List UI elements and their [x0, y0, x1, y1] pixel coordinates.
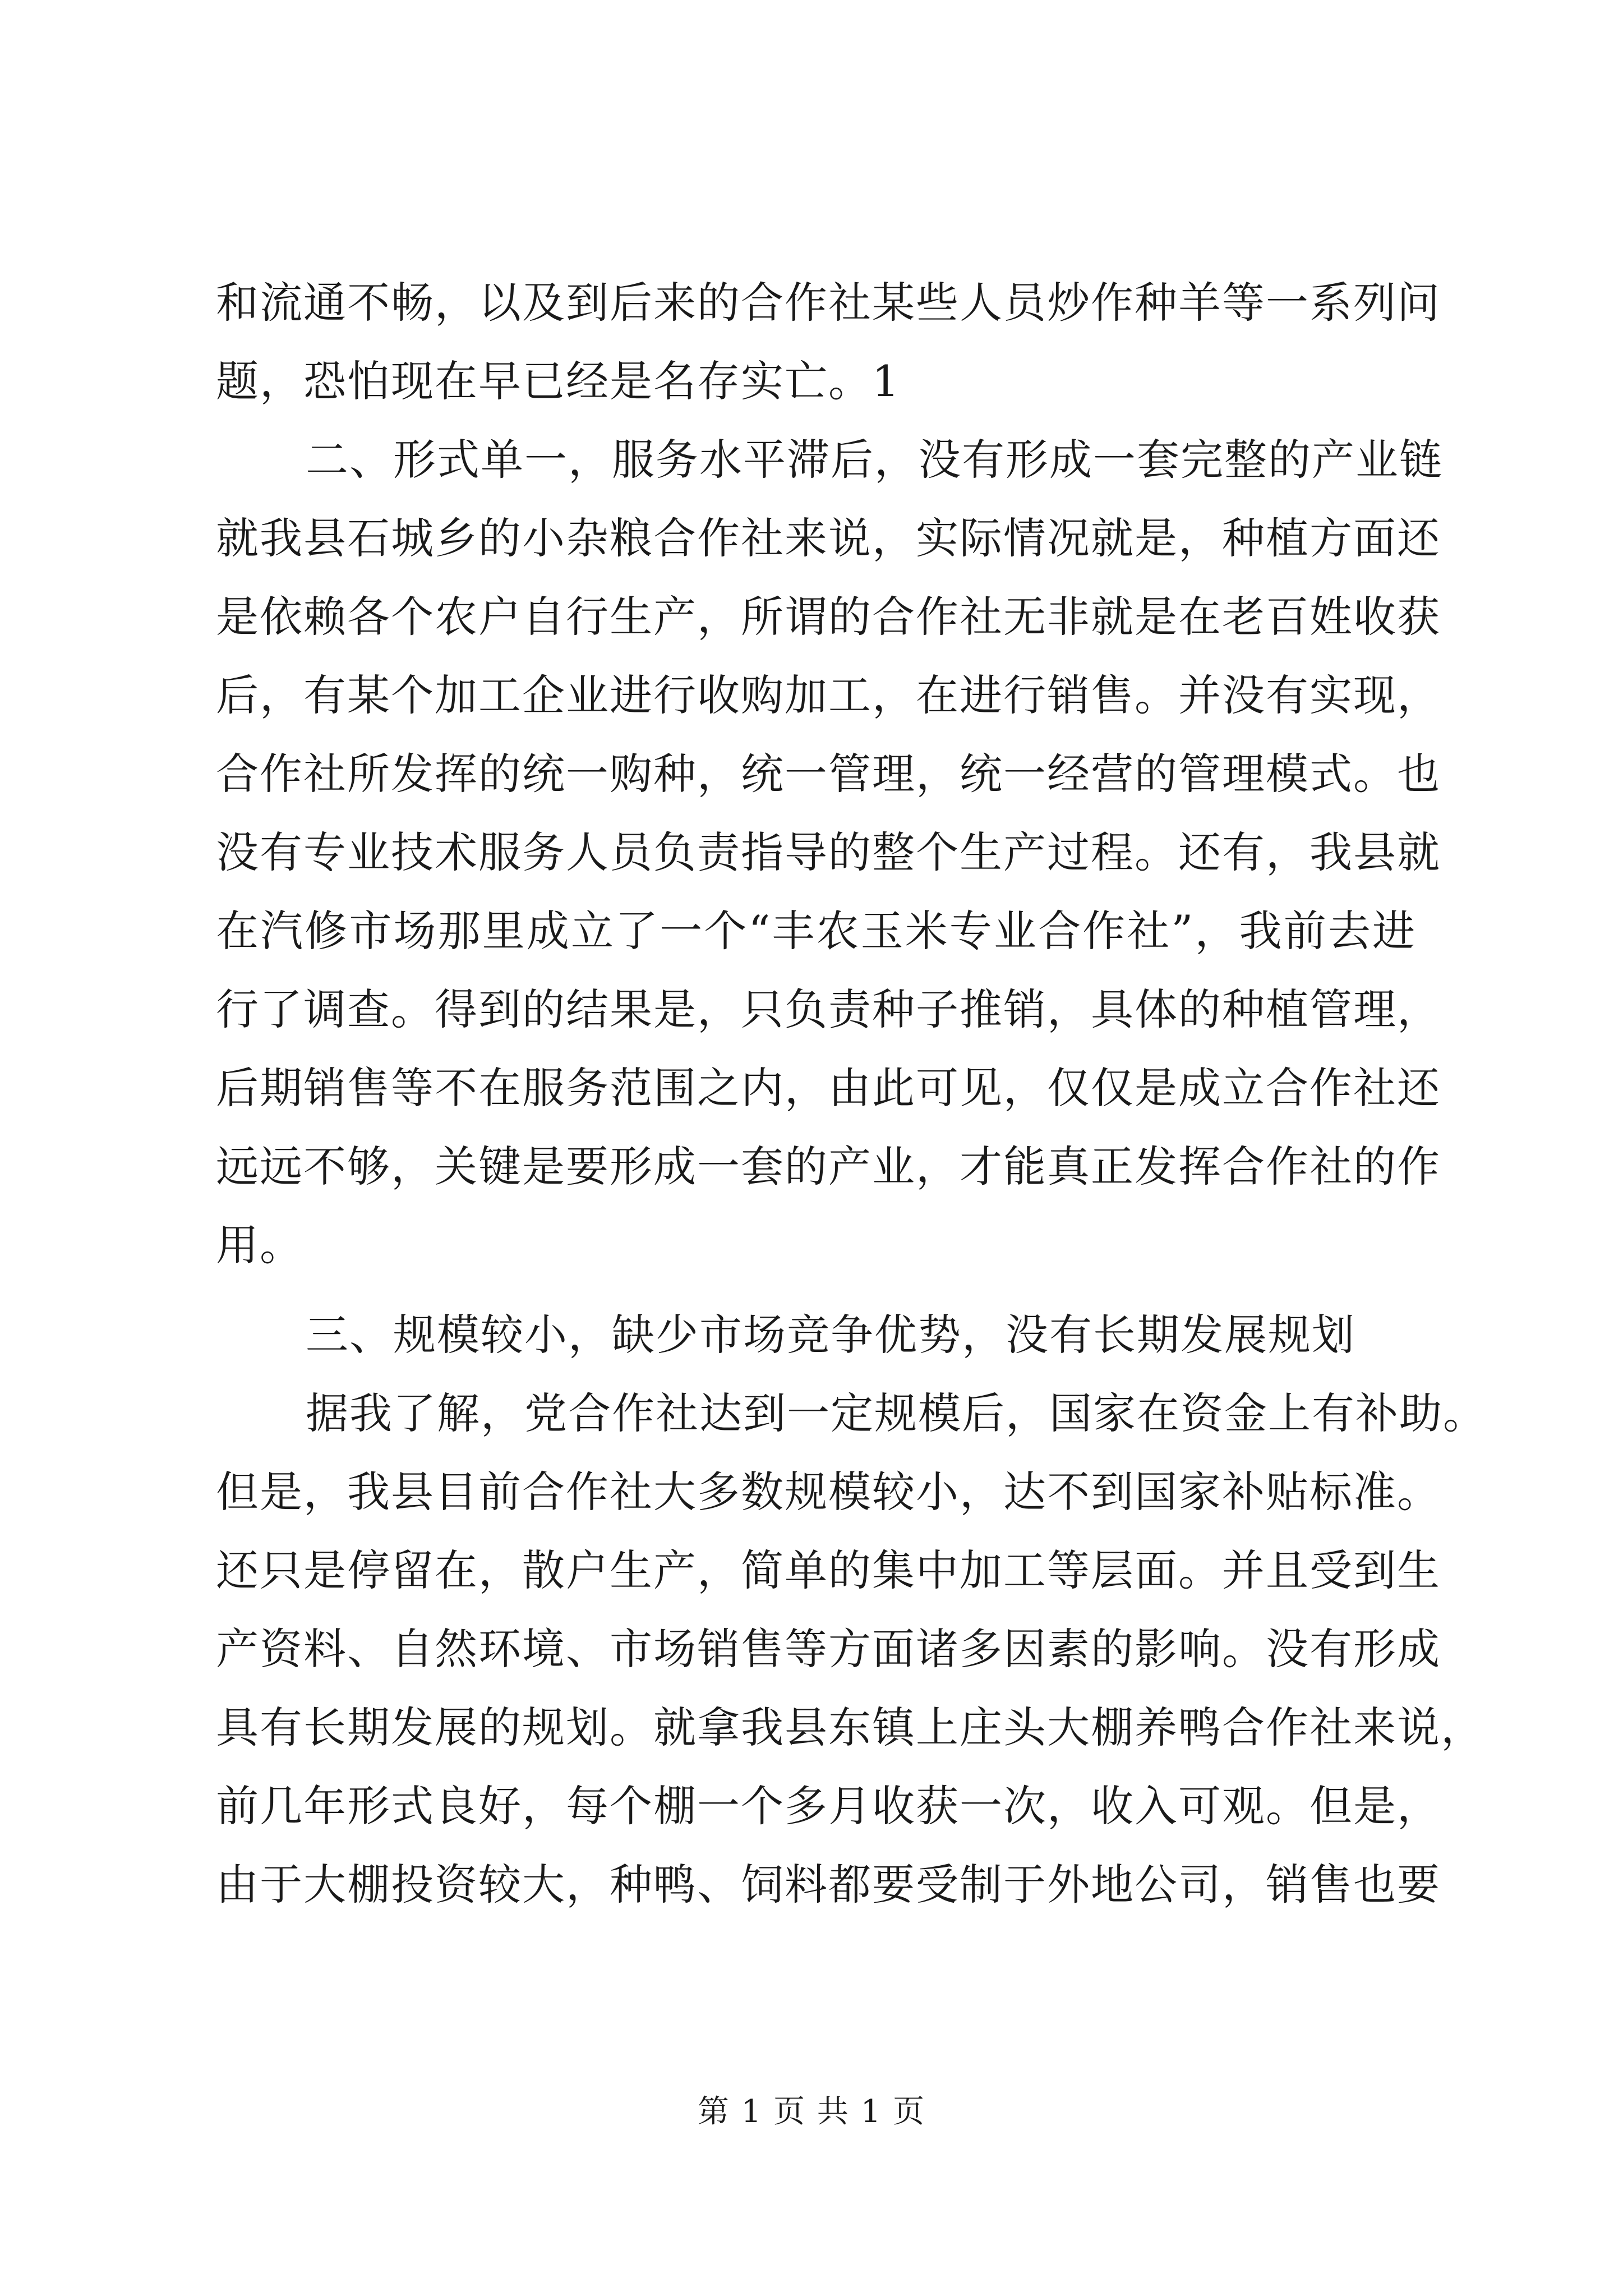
text-line: 没有专业技术服务人员负责指导的整个生产过程。还有，我县就: [216, 827, 1441, 877]
page-number-footer: 第 1 页 共 1 页: [697, 2093, 926, 2130]
text-line: 后期销售等不在服务范围之内，由此可见，仅仅是成立合作社还: [216, 1063, 1441, 1113]
text-line: 在汽修市场那里成立了一个“丰农玉米专业合作社”，我前去进: [216, 906, 1416, 956]
paragraph: [216, 1374, 1487, 1924]
text-line: 用。: [216, 1220, 303, 1270]
text-line: 远远不够，关键是要形成一套的产业，才能真正发挥合作社的作: [216, 1142, 1441, 1191]
text-line: 就我县石城乡的小杂粮合作社来说，实际情况就是，种植方面还: [216, 513, 1441, 563]
text-line: 行了调查。得到的结果是，只负责种子推销，具体的种植管理，: [216, 984, 1441, 1034]
text-line: 据我了解，党合作社达到一定规模后，国家在资金上有补助。: [306, 1388, 1487, 1438]
heading-line: 二、形式单一，服务水平滞后，没有形成一套完整的产业链: [306, 435, 1443, 485]
text-line: 后，有某个加工企业进行收购加工，在进行销售。并没有实现，: [216, 670, 1441, 720]
section-heading: [216, 421, 1443, 499]
text-line: 前几年形式良好，每个棚一个多月收获一次，收入可观。但是，: [216, 1781, 1441, 1831]
text-line: 具有长期发展的规划。就拿我县东镇上庄头大棚养鸭合作社来说，: [216, 1703, 1484, 1752]
text-line: 和流通不畅，以及到后来的合作社某些人员炒作种羊等一系列问: [216, 278, 1441, 328]
text-line: 还只是停留在，散户生产，简单的集中加工等层面。并且受到生: [216, 1545, 1441, 1595]
document-body: [216, 264, 1487, 1924]
text-line: 但是，我县目前合作社大多数规模较小，达不到国家补贴标准。: [216, 1467, 1441, 1517]
heading-line: 三、规模较小，缺少市场竞争优势，没有长期发展规划: [306, 1310, 1355, 1360]
text-line: 由于大棚投资较大，种鸭、饲料都要受制于外地公司，销售也要: [216, 1860, 1441, 1910]
paragraph: [216, 499, 1441, 1285]
paragraph: [216, 264, 1441, 421]
text-line: 题，恐怕现在早已经是名存实亡。1: [216, 356, 901, 406]
text-line: 是依赖各个农户自行生产，所谓的合作社无非就是在老百姓收获: [216, 592, 1441, 642]
text-line: 产资料、自然环境、市场销售等方面诸多因素的影响。没有形成: [216, 1624, 1441, 1674]
text-line: 合作社所发挥的统一购种，统一管理，统一经营的管理模式。也: [216, 749, 1441, 799]
section-heading: [216, 1296, 1416, 1374]
